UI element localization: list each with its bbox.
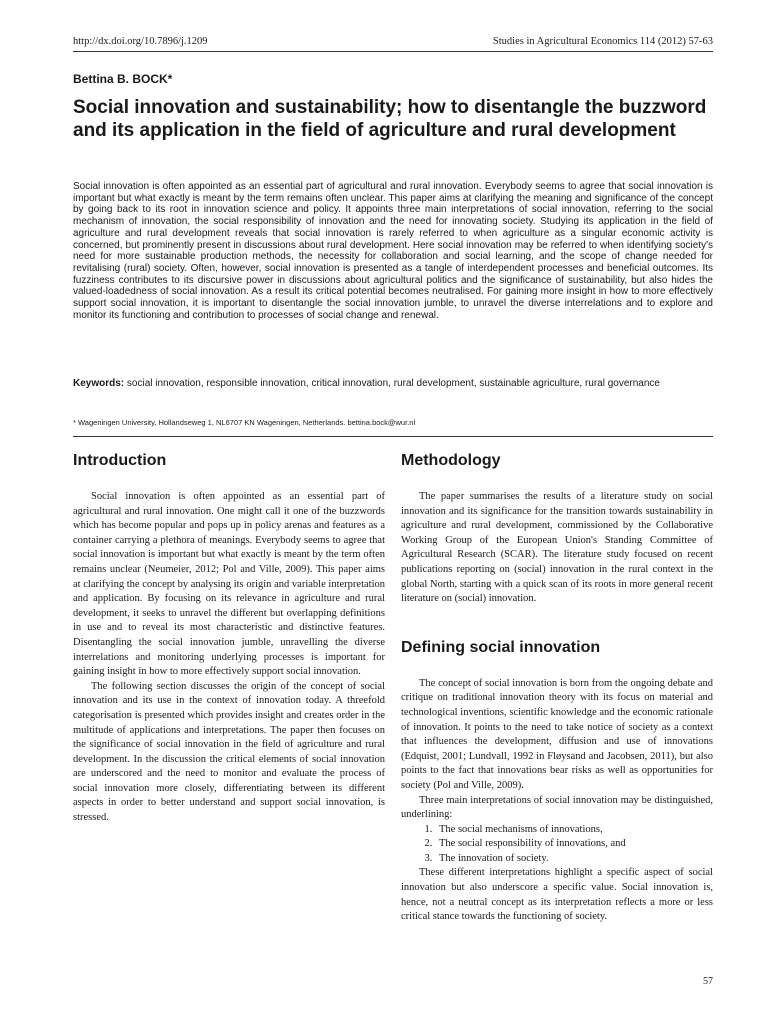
abstract: Social innovation is often appointed as an essential part of agricultural and rural innovation. Everybody seems to agree that social innovation is important but what exactly is meant by the term remains often unclear. This paper aims at clarifying the meaning and significance of the concept by going back to its root in innovation science and policy. It appoints three main interpretations of social innovation, referring to the social mechanism of innovation, the social responsibility of innovation and the need for innovating society. Studying its application in the field of agriculture and rural development reveals that social innovation is rarely referred to when agriculture as a singular economic activity is concerned, but prominently present in discussions about rural development. Here social innovation may be referred to when identifying society's need for more sustainable production methods, the necessity for collaboration and social learning, and the scope of change needed for revitalising (rural) society. Often, however, social innovation is presented as a tangle of interdependent processes and beneficial outcomes. Its fuzziness contributes to its discursive power in discussions about agricultural politics and the significance of sustainability, but also hides the valued-loadedness of social innovation. As a result its critical potential becomes neutralised. For gaining more insight in how to more effectively support social innovation, it is important to disentangle the social innovation jumble, to unravel the diverse interrelations and to explore and monitor its functioning and contribution to processes of social change and renewal. — [73, 181, 713, 321]
introduction-heading: Introduction — [73, 452, 167, 469]
body-divider — [73, 436, 713, 437]
keywords-text: social innovation, responsible innovation, critical innovation, rural development, sustainable agriculture, rural governance — [126, 378, 660, 389]
introduction-paragraph-1: Social innovation is often appointed as an essential part of agricultural and rural innovation. One might call it one of the buzzwords which has become popular and pops up in policy arenas and features as a container carrying a plethora of meanings. Everybody seems to agree that social innovation is important but what exactly is meant by the term often remains unclear (Neumeier, 2012; Pol and Ville, 2009). This paper aims at clarifying the concept by analysing its origin and variable interpretation and application. By focusing on its relevance in agriculture and rural development, it seeks to unravel the different but overlapping definitions in use and to reveal its most characteristic and distinctive features. Disentangling the social innovation jumble, unravelling the diverse interrelations and monitoring underlying processes is important for gaining insight in how to more effectively support social innovation. — [73, 491, 385, 678]
paper-title: Social innovation and sustainability; how to disentangle the buzzword and its application in the field of agriculture and rural development — [73, 97, 707, 141]
list-item: 2. The social responsibility of innovations, and — [435, 837, 713, 852]
header-divider — [73, 51, 713, 52]
methodology-heading: Methodology — [401, 452, 501, 469]
list-item: 1. The social mechanisms of innovations, — [435, 823, 713, 838]
page-number: 57 — [703, 976, 713, 987]
methodology-paragraph: The paper summarises the results of a literature study on social innovation and its significance for the transition towards sustainability in agriculture and rural development, commissioned by the Collaborative Working Group of the European Union's Standing Committee of Agricultural Research (SCAR). The literature study focused on recent publications reporting on (social) innovation in the rural context in the global North, starting with a quick scan of its roots in more general recent literature on (social) innovation. — [401, 491, 713, 605]
list-item: 3. The innovation of society. — [435, 852, 713, 867]
running-header — [73, 36, 713, 50]
interpretations-list — [401, 823, 713, 867]
defining-paragraph-1: The concept of social innovation is born from the ongoing debate and critique on traditional innovation theory with its focus on material and technological inventions, scientific knowledge and the economic rationale of innovation. It points to the need to take notice of society as a context that influences the development, diffusion and use of innovations (Edquist, 2001; Lundvall, 1992 in Fløysand and Jacobsen, 2011), but also points to the fact that innovations bear risks as well as opportunities for society (Pol and Ville, 2009). — [401, 677, 713, 791]
defining-paragraph-2: Three main interpretations of social innovation may be distinguished, underlining: — [401, 794, 713, 821]
doi-link[interactable]: http://dx.doi.org/10.7896/j.1209 — [73, 36, 208, 47]
introduction-paragraph-2: The following section discusses the origin of the concept of social innovation and its use in the context of innovation today. A threefold categorisation is presented which provides insight and creates order in the multitude of applications and interpretations. The paper then focuses on the significance of social innovation in the field of agriculture and rural development. In the discussion the critical elements of social innovation are underscored and the need to monitor and evaluate the process of social innovation more closely, differentiating between its different aspects in order to better understand and support social innovation, is stressed. — [73, 680, 385, 824]
keywords-label: Keywords: — [73, 378, 125, 389]
author-affiliation: * Wageningen University, Hollandseweg 1, NL6707 KN Wageningen, Netherlands. bettina.bock@wur.nl — [73, 418, 416, 427]
left-column — [73, 450, 385, 826]
right-column — [401, 450, 713, 925]
author-name: Bettina B. BOCK* — [73, 72, 173, 86]
keywords — [73, 378, 713, 390]
journal-citation: Studies in Agricultural Economics 114 (2012) 57-63 — [492, 36, 713, 47]
defining-heading: Defining social innovation — [401, 638, 601, 656]
defining-paragraph-3: These different interpretations highlight a specific aspect of social innovation but also underscore a specific value. Social innovation is, hence, not a neutral concept as its interpretation reflects a more or less critical stance towards the functioning of society. — [401, 867, 713, 923]
